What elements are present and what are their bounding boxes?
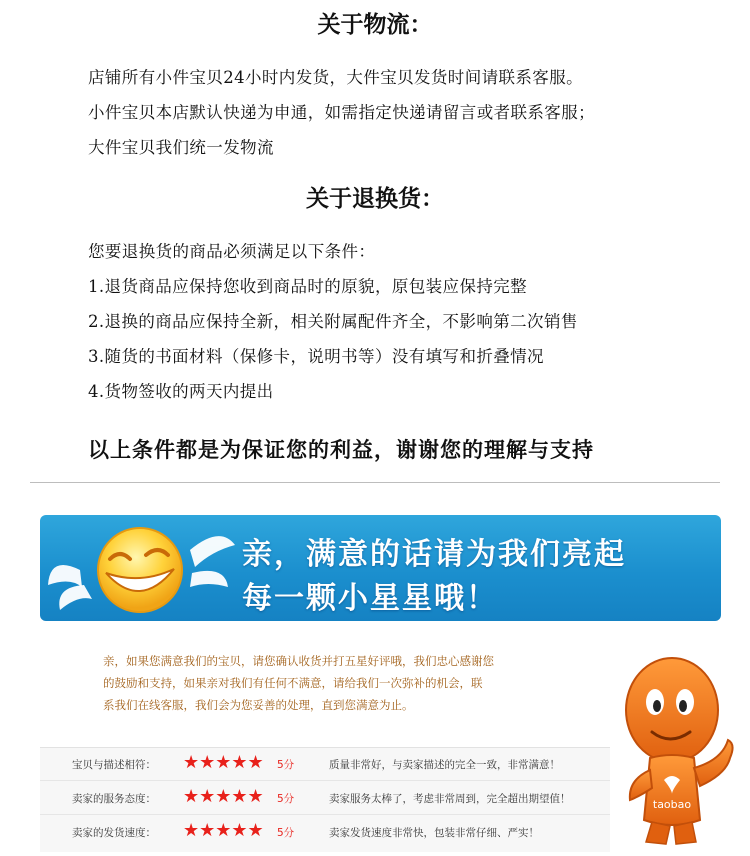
rating-label: 宝贝与描述相符：: [72, 759, 156, 771]
star-rating-icon: ★★★★★: [183, 786, 264, 807]
returns-line-3: 2.退换的商品应保持全新，相关附属配件齐全，不影响第二次销售: [88, 312, 578, 331]
taobao-mascot-icon: [600, 640, 745, 850]
logistics-title: 关于物流：: [317, 12, 433, 38]
rating-desc: 质量非常好，与卖家描述的完全一致，非常满意！: [329, 759, 560, 771]
banner-line-2: 每一颗小星星哦！: [242, 581, 498, 616]
rating-label: 卖家的服务态度：: [72, 793, 156, 805]
returns-line-1: 您要退换货的商品必须满足以下条件：: [88, 242, 376, 261]
rating-banner: [40, 515, 721, 621]
rating-table: [40, 747, 610, 852]
logistics-line-2: 小件宝贝本店默认快递为申通，如需指定快递请留言或者联系客服；: [88, 103, 595, 122]
logistics-line-1: 店铺所有小件宝贝24小时内发货，大件宝贝发货时间请联系客服。: [88, 68, 583, 87]
message-line-3: 系我们在线客服，我们会为您妥善的处理，直到您满意为止。: [103, 698, 414, 712]
logistics-line-3: 大件宝贝我们统一发物流: [88, 138, 274, 157]
rating-row: [40, 748, 610, 781]
returns-title: 关于退换货：: [306, 186, 444, 212]
rating-score: 5分: [277, 793, 295, 805]
star-rating-icon: ★★★★★: [183, 752, 264, 773]
message-line-1: 亲，如果您满意我们的宝贝，请您确认收货并打五星好评哦，我们忠心感谢您: [103, 654, 494, 668]
returns-line-2: 1.退货商品应保持您收到商品时的原貌，原包装应保持完整: [88, 277, 528, 296]
returns-line-4: 3.随货的书面材料（保修卡，说明书等）没有填写和折叠情况: [88, 347, 544, 366]
smiley-wings-icon: [40, 515, 240, 621]
returns-closing: 以上条件都是为保证您的利益，谢谢您的理解与支持: [88, 437, 594, 462]
rating-row: [40, 782, 610, 815]
rating-label: 卖家的发货速度：: [72, 827, 156, 839]
mascot-chest-text: taobao: [652, 798, 692, 811]
rating-desc: 卖家服务太棒了，考虑非常周到，完全超出期望值！: [329, 793, 571, 805]
rating-desc: 卖家发货速度非常快，包装非常仔细、严实！: [329, 827, 539, 839]
rating-score: 5分: [277, 759, 295, 771]
star-rating-icon: ★★★★★: [183, 820, 264, 841]
section-divider: [30, 482, 720, 483]
feedback-message: [103, 650, 603, 716]
rating-score: 5分: [277, 827, 295, 839]
message-line-2: 的鼓励和支持，如果亲对我们有任何不满意，请给我们一次弥补的机会，联: [103, 676, 483, 690]
banner-line-1: 亲，满意的话请为我们亮起: [242, 537, 626, 572]
rating-row: [40, 816, 610, 848]
returns-line-5: 4.货物签收的两天内提出: [88, 382, 274, 401]
